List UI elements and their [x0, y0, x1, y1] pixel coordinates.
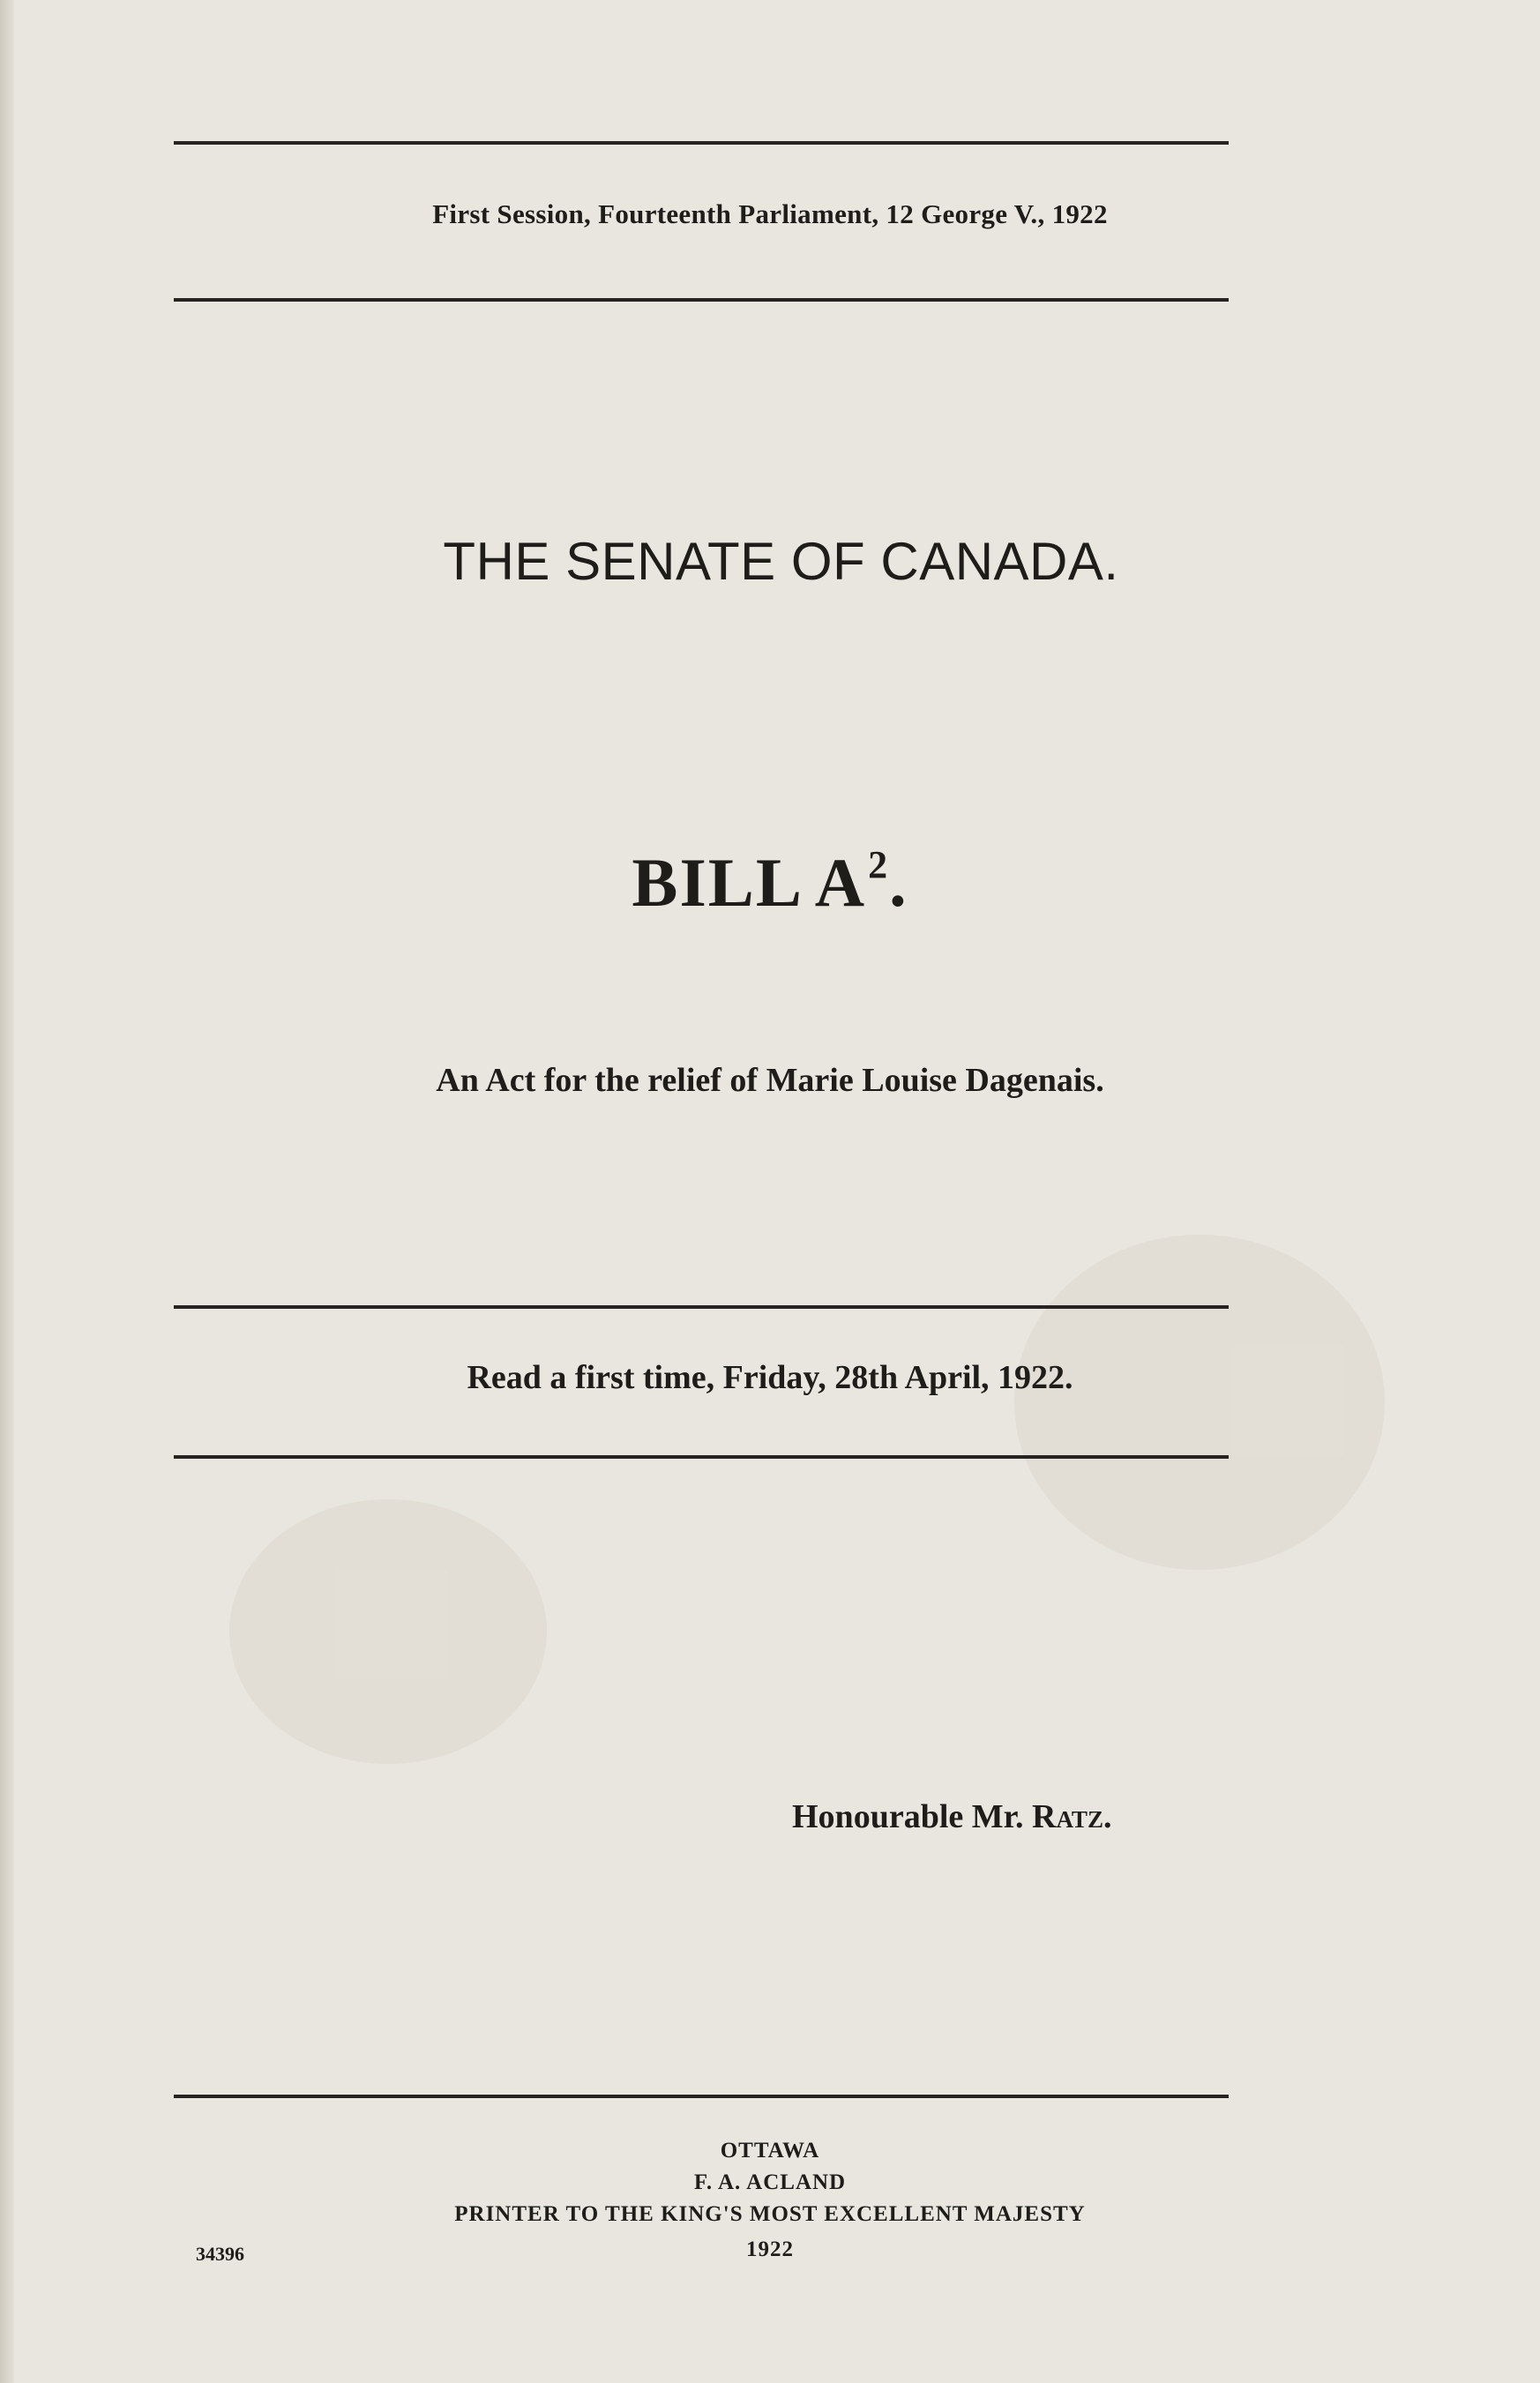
imprint-printer: F. A. ACLAND [693, 2170, 847, 2194]
imprint-year: 1922 [746, 2237, 794, 2261]
first-reading-notice: Read a first time, Friday, 28th April, 1922. [467, 1359, 1073, 1396]
header-rule [174, 298, 1229, 302]
bill-label: BILL A [632, 844, 867, 921]
top-rule [174, 141, 1229, 145]
document-code: 34396 [196, 2243, 244, 2265]
session-header: First Session, Fourteenth Parliament, 12 George V., 1922 [432, 198, 1108, 229]
imprint-majesty: PRINTER TO THE KING'S MOST EXCELLENT MAJESTY [454, 2202, 1086, 2226]
sponsor-name: Ratz. [1032, 1798, 1112, 1835]
page-spine-edge [0, 0, 14, 2383]
reading-bottom-rule [174, 1455, 1229, 1459]
act-title: An Act for the relief of Marie Louise Dagenais. [436, 1062, 1104, 1099]
imprint-city: OTTAWA [720, 2139, 820, 2163]
bill-period: . [889, 844, 908, 921]
bill-superscript: 2 [868, 843, 890, 886]
sponsor-line [792, 1797, 1111, 1836]
institution-title: THE SENATE OF CANADA. [443, 532, 1119, 591]
paper-stain [229, 1499, 547, 1764]
paper-stain [1014, 1235, 1385, 1570]
bill-title [0, 842, 1540, 923]
imprint-rule [174, 2095, 1229, 2098]
sponsor-prefix: Honourable Mr. [792, 1798, 1032, 1835]
reading-top-rule [174, 1305, 1229, 1309]
